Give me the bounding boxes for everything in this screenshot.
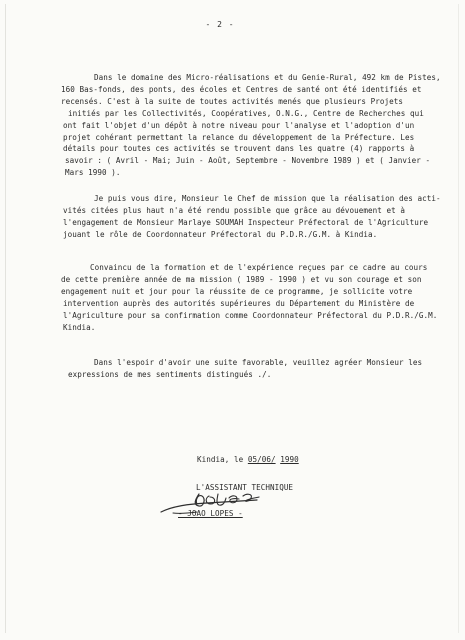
paragraph-line: Mars 1990 ). — [65, 168, 121, 178]
place-and-date — [197, 454, 299, 466]
paragraph-line: détails pour toutes ces activités se trouvent dans les quatre (4) rapports à — [63, 144, 415, 154]
paragraph-line: l'Agriculture pour sa confirmation comme Coordonnateur Préfectoral du P.D.R./G.M. — [63, 310, 438, 320]
paragraph-line: recensés. C'est à la suite de toutes activités menés que plusieurs Projets — [61, 96, 404, 106]
paragraph-line: Je puis vous dire, Monsieur le Chef de mission que la réalisation des acti- — [94, 194, 441, 203]
paragraph-chef-de-mission — [0, 193, 465, 241]
date-year: 1990 — [280, 455, 299, 464]
paragraph-line: jouant le rôle de Coordonnateur Préfectoral du P.D.R./G.M. à Kindia. — [63, 229, 378, 239]
paragraph-line: Dans l'espoir d'avoir une suite favorable, veuillez agréer Monsieur les — [94, 358, 423, 367]
paragraph-line: l'engagement de Monsieur Marlaye SOUMAH Inspecteur Préfectoral de l'Agriculture — [63, 217, 429, 227]
paragraph-line: de cette première année de ma mission ( 1989 - 1990 ) et vu son courage et son — [61, 274, 422, 284]
paragraph-convaincu — [0, 262, 465, 333]
paragraph-line: intervention auprès des autorités supérieures du Département du Ministère de — [63, 298, 415, 308]
signatory-name — [178, 508, 243, 520]
paragraph-micro-realisations — [0, 72, 465, 179]
signatory-name-text: - JOAO LOPES - — [178, 509, 243, 518]
paragraph-line: engagement nuit et jour pour la réussite de ce programme, je sollicite votre — [61, 286, 413, 296]
date-value: 05/06/ — [247, 455, 276, 464]
paragraph-line: 160 Bas-fonds, des ponts, des écoles et Centres de santé ont été identifiés et — [61, 84, 422, 94]
page-number: - 2 - — [205, 20, 235, 29]
paragraph-line: projet cohérant permettant la relance du développement de la Préfecture. Les — [63, 132, 415, 142]
paragraph-line: savoir : ( Avril - Mai; Juin - Août, Septembre - Novembre 1989 ) et ( Janvier - — [65, 156, 431, 166]
paragraph-line: initiés par les Collectivités, Coopératives, O.N.G., Centre de Recherches qui — [68, 108, 424, 118]
paragraph-line: Convaincu de la formation et de l'expérience reçues par ce cadre au cours — [90, 263, 428, 272]
paragraph-line: vités citées plus haut n'a été rendu possible que grâce au dévouement et à — [63, 205, 406, 215]
paragraph-line: Kindia. — [63, 322, 96, 332]
paragraph-closing-formula — [0, 357, 465, 381]
signatory-title: L'ASSISTANT TECHNIQUE — [196, 483, 294, 492]
paragraph-line: expressions de mes sentiments distingués ./. — [68, 369, 272, 379]
place-prefix: Kindia, le — [197, 455, 244, 464]
paragraph-line: ont fait l'objet d'un dépôt à notre niveau pour l'analyse et l'adoption d'un — [63, 120, 415, 130]
paragraph-line: Dans le domaine des Micro-réalisations et du Genie-Rural, 492 km de Pistes, — [94, 73, 441, 82]
